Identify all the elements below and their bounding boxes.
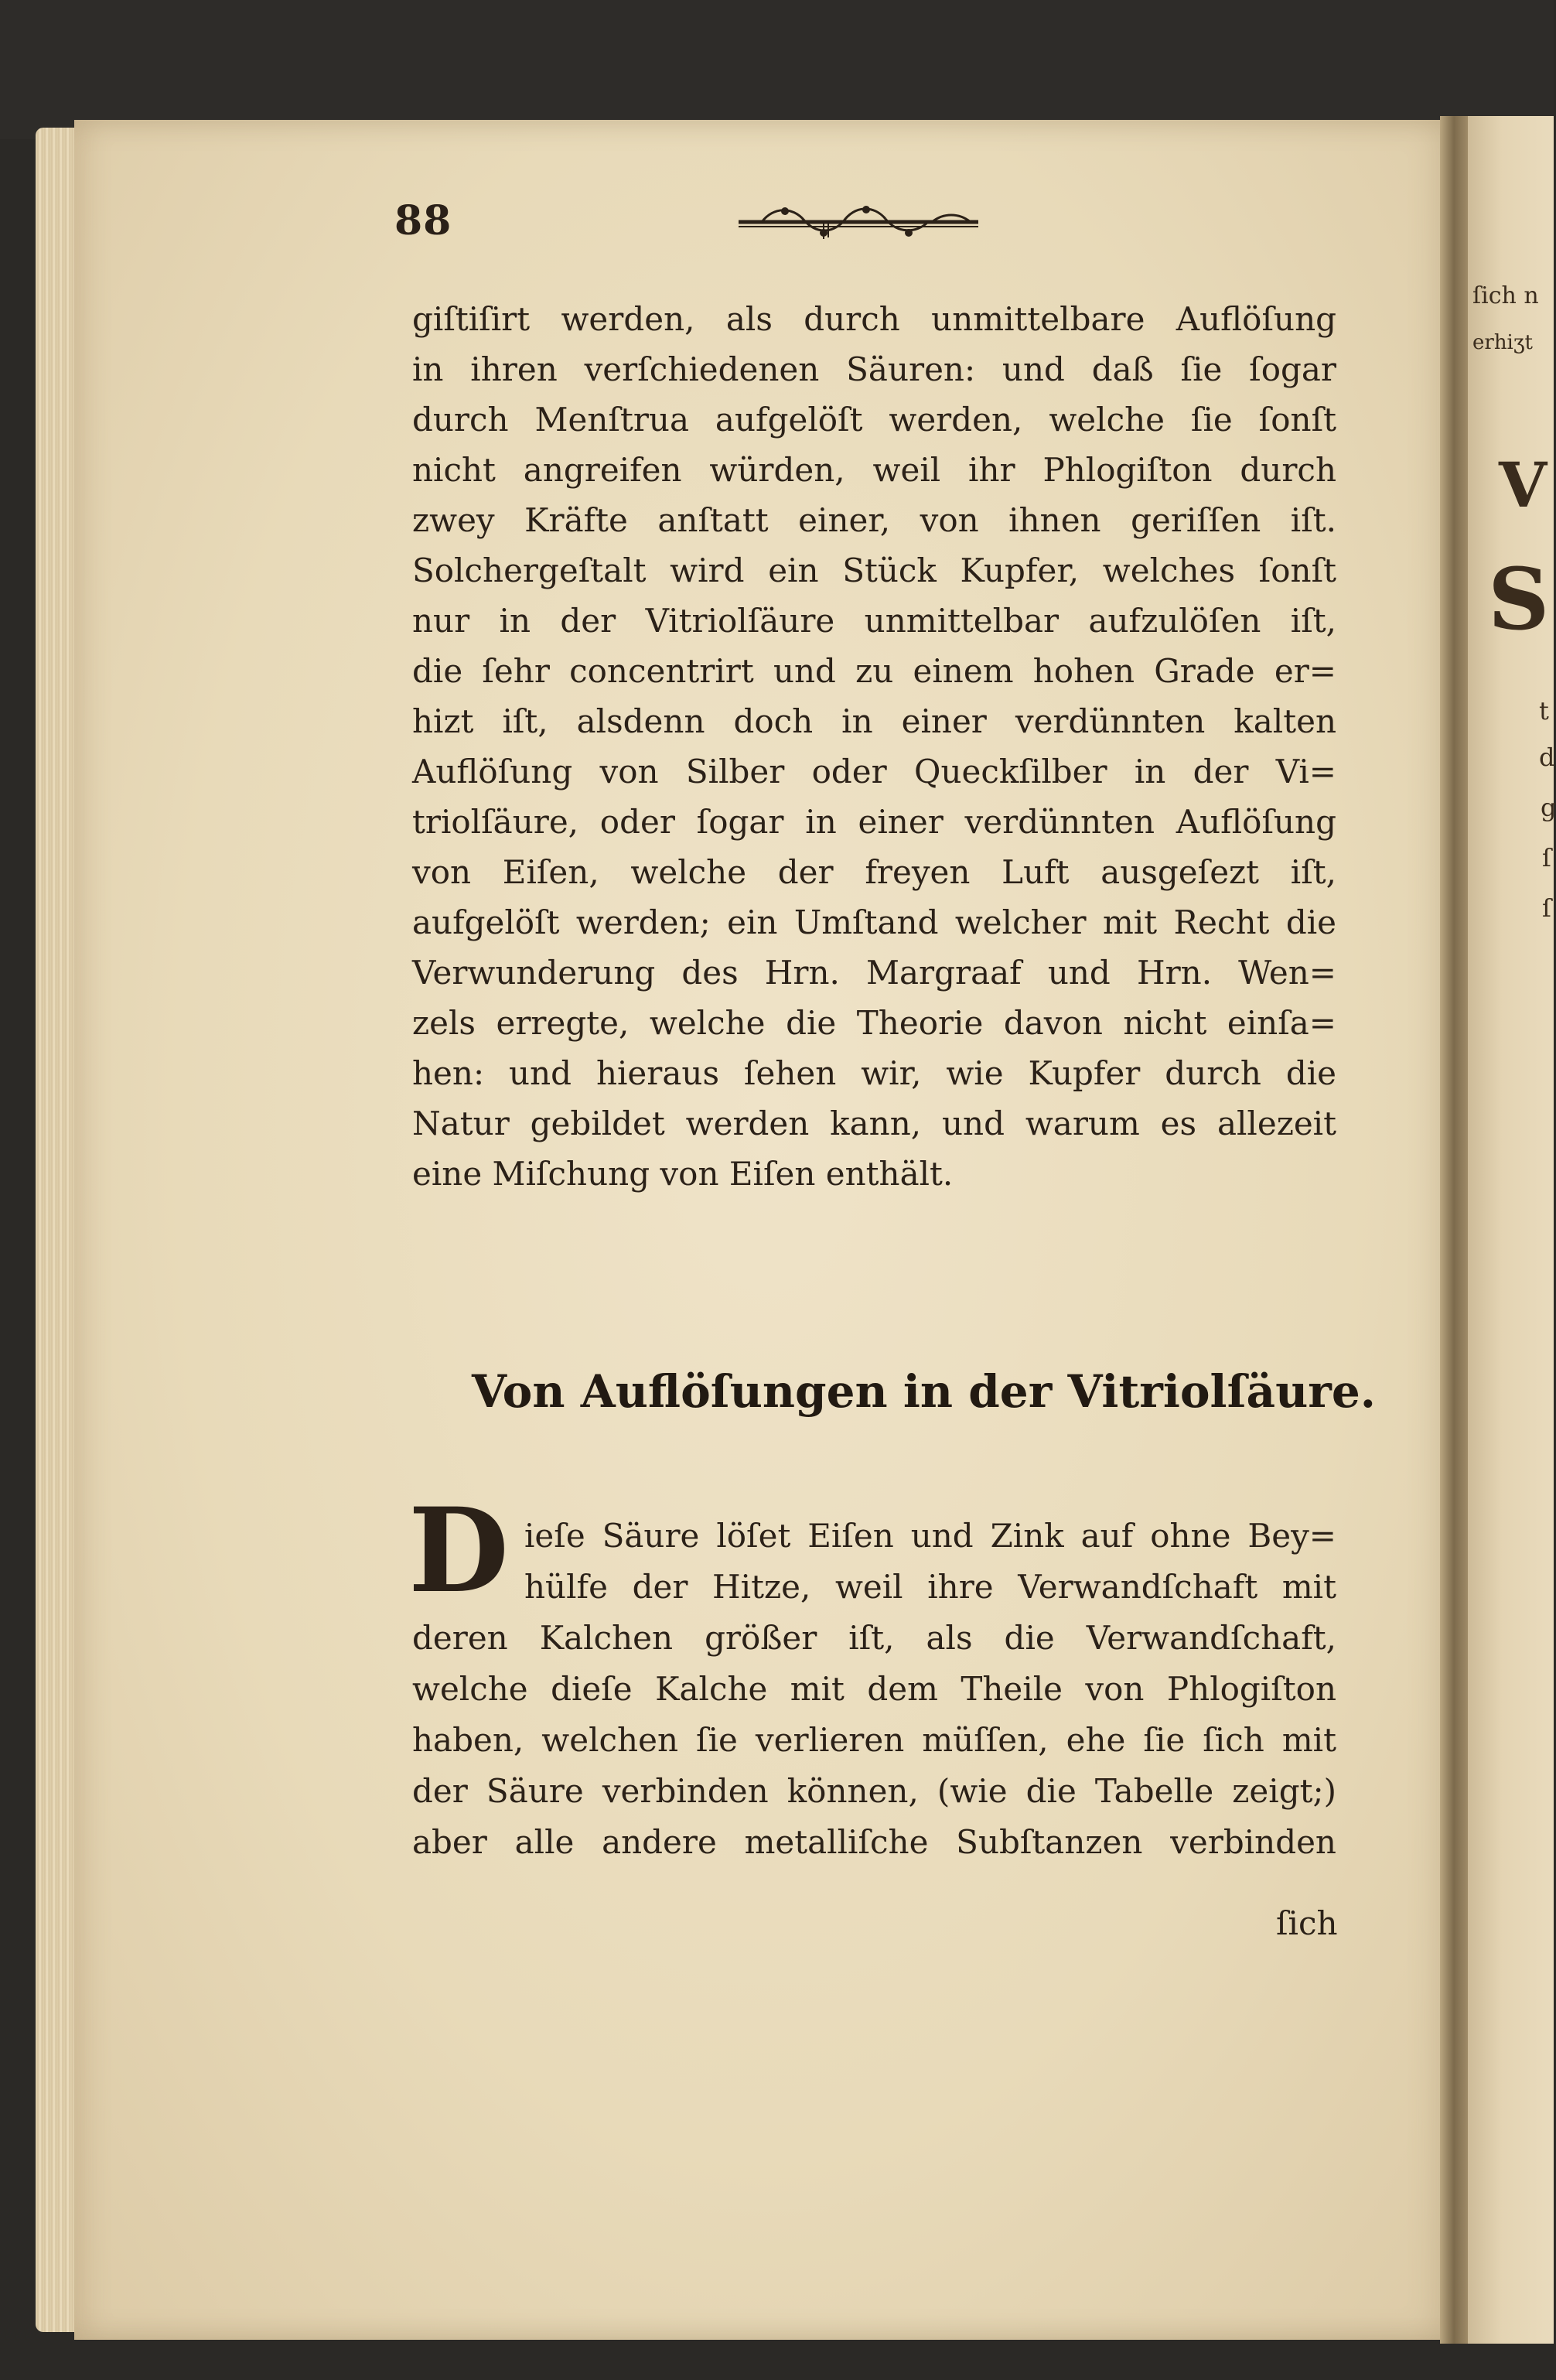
text-line: nicht angreifen würden, weil ihr Phlogiſton durch: [412, 451, 1336, 489]
section-heading: Von Auflöſungen in der Vitriolſäure.: [472, 1365, 1376, 1418]
facing-page-fragment: ſich n: [1472, 282, 1539, 309]
book-gutter: [1440, 116, 1471, 2344]
text-line: deren Kalchen größer iſt, als die Verwandſchaft,: [412, 1619, 1336, 1657]
text-line: durch Menſtrua aufgelöſt werden, welche ſie ſonſt: [412, 401, 1336, 439]
backdrop: [0, 0, 1554, 139]
text-line: triolſäure, oder ſogar in einer verdünnten Auflöſung: [412, 803, 1336, 841]
facing-page-fragment: g: [1541, 793, 1556, 822]
text-line: aufgelöſt werden; ein Umſtand welcher mit Recht die: [412, 903, 1336, 941]
text-line: zwey Kräfte anſtatt einer, von ihnen geriſſen iſt.: [412, 501, 1336, 539]
catchword: ſich: [1276, 1904, 1338, 1942]
text-line: eine Miſchung von Eiſen enthält.: [412, 1155, 954, 1193]
text-line: hizt iſt, alsdenn doch in einer verdünnten kalten: [412, 702, 1336, 740]
drop-cap-initial: D: [408, 1483, 510, 1619]
text-line: welche dieſe Kalche mit dem Theile von Phlogiſton: [412, 1670, 1336, 1708]
facing-page: [1468, 116, 1554, 2344]
facing-page-fragment: t: [1539, 696, 1549, 726]
text-line: giſtiſirt werden, als durch unmittelbare Auflöſung: [412, 300, 1336, 338]
page-number: 88: [394, 197, 452, 244]
facing-page-fragment: d: [1539, 743, 1555, 772]
text-line: von Eiſen, welche der freyen Luft ausgeſezt iſt,: [412, 853, 1336, 891]
text-line: hülfe der Hitze, weil ihre Verwandſchaft mit: [524, 1568, 1336, 1606]
text-line: ieſe Säure löſet Eiſen und Zink auf ohne Bey=: [524, 1517, 1336, 1555]
facing-page-fragment: ſ: [1542, 843, 1551, 872]
facing-page-fragment: V: [1499, 449, 1547, 521]
text-line: Solchergeſtalt wird ein Stück Kupfer, welches ſonſt: [412, 551, 1336, 589]
paragraph-1: [412, 294, 1336, 1199]
paragraph-2: [412, 1511, 1336, 1868]
facing-page-fragment: ſ: [1542, 893, 1551, 923]
text-line: zels erregte, welche die Theorie davon nicht einſa=: [412, 1004, 1336, 1042]
bleed-through: [492, 1443, 500, 1474]
text-line: in ihren verſchiedenen Säuren: und daß ſie ſogar: [412, 350, 1336, 388]
text-line: nur in der Vitriolſäure unmittelbar aufzulöſen iſt,: [412, 602, 1336, 640]
text-line: Auflöſung von Silber oder Queckſilber in der Vi=: [412, 753, 1336, 790]
page-header: [394, 197, 982, 251]
floral-vine-ornament-icon: [731, 199, 986, 245]
text-line: aber alle andere metalliſche Subſtanzen verbinden: [412, 1823, 1336, 1861]
text-line: die ſehr concentrirt und zu einem hohen Grade er=: [412, 652, 1336, 690]
text-line: hen: und hieraus ſehen wir, wie Kupfer durch die: [412, 1054, 1336, 1092]
facing-page-fragment: erhiʒt: [1472, 331, 1533, 354]
facing-page-fragment: S: [1488, 549, 1550, 649]
text-line: Natur gebildet werden kann, und warum es allezeit: [412, 1105, 1336, 1142]
text-line: Verwunderung des Hrn. Margraaf und Hrn. Wen=: [412, 954, 1336, 992]
text-line: haben, welchen ſie verlieren müſſen, ehe ſie ſich mit: [412, 1721, 1336, 1759]
text-line: der Säure verbinden können, (wie die Tabelle zeigt;): [412, 1772, 1336, 1810]
